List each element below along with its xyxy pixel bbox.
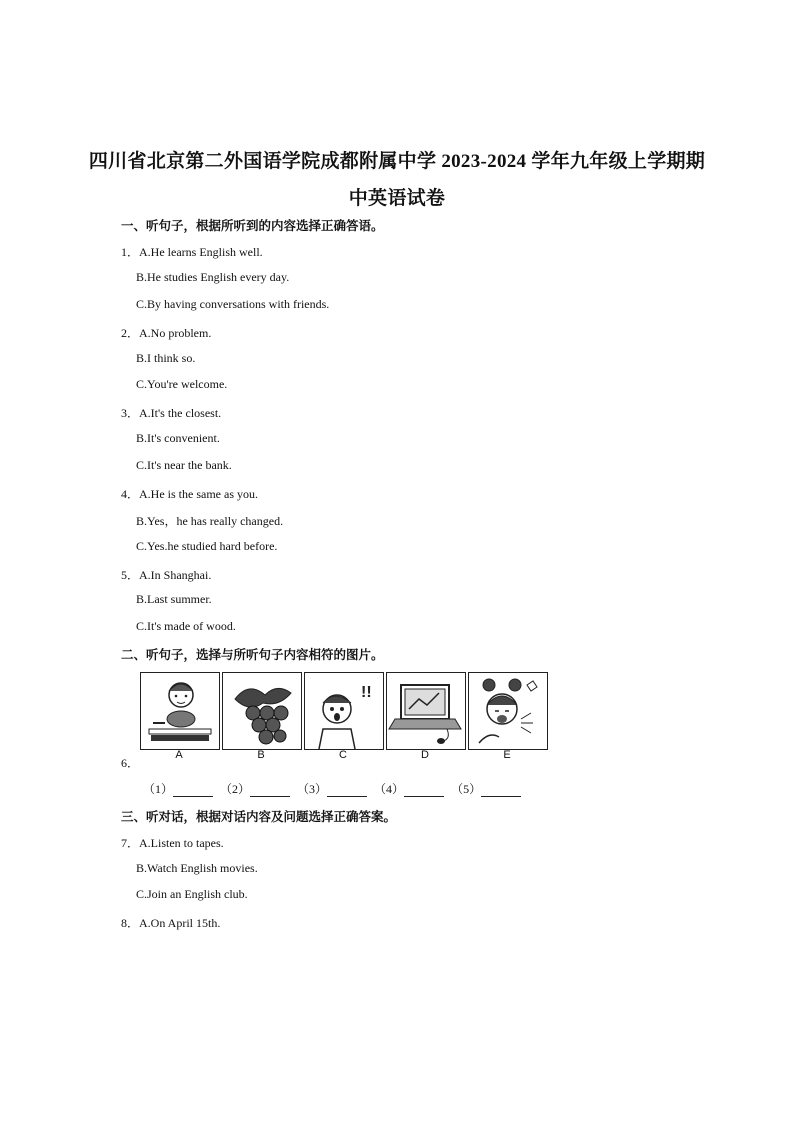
- question-number: 5．: [121, 568, 140, 582]
- picture-label-c: C: [339, 749, 347, 761]
- question-number: 8．: [121, 916, 140, 930]
- title-line-1: 四川省北京第二外国语学院成都附属中学 2023-2024 学年九年级上学期期: [88, 151, 706, 172]
- question-4-b: B.Yes，he has really changed.: [136, 514, 284, 528]
- question-5-a: [121, 566, 211, 583]
- question-4-c: C.Yes.he studied hard before.: [136, 539, 278, 553]
- picture-label-a: A: [175, 749, 183, 761]
- question-number: 7．: [121, 836, 140, 850]
- question-7-b: B.Watch English movies.: [136, 861, 258, 875]
- laptop-icon: [386, 672, 466, 750]
- picture-label-b: B: [257, 749, 265, 761]
- question-2-a: [121, 324, 211, 341]
- answer-blank-2[interactable]: [250, 784, 290, 797]
- picture-label-d: D: [421, 749, 429, 761]
- question-5-b: B.Last summer.: [136, 592, 212, 606]
- option-text: A.In Shanghai.: [139, 568, 212, 582]
- question-7-c: C.Join an English club.: [136, 887, 248, 901]
- question-7-a: [121, 834, 224, 851]
- question-2-b: B.I think so.: [136, 351, 196, 365]
- question-8-a: [121, 914, 220, 931]
- question-6-number: 6．: [121, 756, 140, 770]
- surprised-boy-icon: [304, 672, 384, 750]
- blank-label: （1）: [143, 782, 174, 796]
- question-3-a: [121, 404, 221, 421]
- svg-text:!!: !!: [361, 684, 372, 701]
- section-1-heading: 一、听句子，根据所听到的内容选择正确答语。: [121, 219, 384, 233]
- question-number: 1．: [121, 245, 140, 259]
- question-1-c: C.By having conversations with friends.: [136, 297, 330, 311]
- picture-label-e: E: [503, 749, 511, 761]
- option-text: A.He is the same as you.: [139, 487, 258, 501]
- picture-row: [140, 672, 560, 762]
- option-text: A.It's the closest.: [139, 406, 222, 420]
- answer-blank-4[interactable]: [404, 784, 444, 797]
- question-5-c: C.It's made of wood.: [136, 619, 236, 633]
- question-number: 2．: [121, 326, 140, 340]
- blank-label: （4）: [374, 782, 405, 796]
- question-3-b: B.It's convenient.: [136, 431, 220, 445]
- question-4-a: [121, 485, 258, 502]
- option-text: A.He learns English well.: [139, 245, 263, 259]
- question-1-a: [121, 243, 263, 260]
- question-3-c: C.It's near the bank.: [136, 458, 232, 472]
- option-text: A.On April 15th.: [139, 916, 221, 930]
- option-text: A.No problem.: [139, 326, 212, 340]
- section-2-heading: 二、听句子，选择与所听句子内容相符的图片。: [121, 648, 384, 662]
- question-number: 3．: [121, 406, 140, 420]
- question-number: 4．: [121, 487, 140, 501]
- answer-blank-3[interactable]: [327, 784, 367, 797]
- blank-label: （5）: [451, 782, 482, 796]
- blank-label: （2）: [220, 782, 251, 796]
- question-1-b: B.He studies English every day.: [136, 270, 290, 284]
- blank-label: （3）: [297, 782, 328, 796]
- boy-eating-icon: [140, 672, 220, 750]
- answer-blank-5[interactable]: [481, 784, 521, 797]
- answer-blanks: [143, 780, 525, 797]
- answer-blank-1[interactable]: [173, 784, 213, 797]
- girl-coughing-icon: [468, 672, 548, 750]
- question-2-c: C.You're welcome.: [136, 377, 228, 391]
- section-3-heading: 三、听对话，根据对话内容及问题选择正确答案。: [121, 810, 397, 824]
- option-text: A.Listen to tapes.: [139, 836, 224, 850]
- grapes-icon: [222, 672, 302, 750]
- title-line-2: 中英语试卷: [348, 188, 446, 209]
